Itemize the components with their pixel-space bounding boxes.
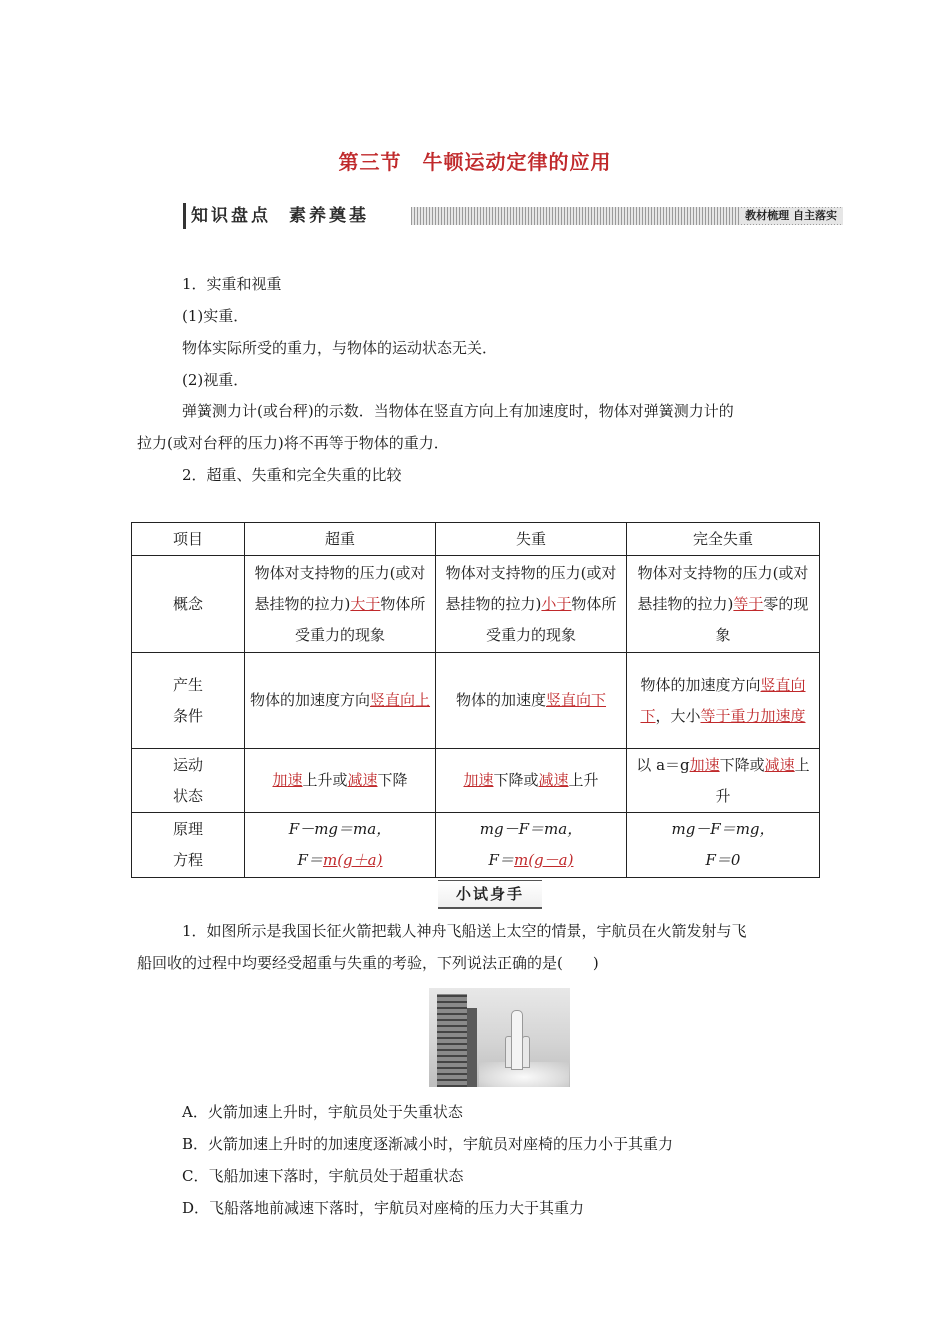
table-cell: 以 a＝g加速下降或减速上升 bbox=[627, 749, 820, 813]
row-label: 原理 方程 bbox=[132, 813, 245, 878]
banner-left-text bbox=[191, 203, 369, 229]
option-a: A．火箭加速上升时，宇航员处于失重状态 bbox=[182, 1103, 463, 1121]
launch-tower-arm bbox=[467, 1008, 477, 1087]
answer-blank: 减速 bbox=[538, 771, 569, 789]
comparison-table bbox=[131, 522, 820, 878]
table-cell: mg－F＝mg， F＝0 bbox=[627, 813, 820, 878]
table-row-concept bbox=[132, 556, 820, 653]
sub2-text-line2: 拉力(或对台秤的压力)将不再等于物体的重力． bbox=[137, 434, 449, 452]
table-cell: mg－F＝ma， F＝m(g－a) bbox=[436, 813, 627, 878]
sub1-text: 物体实际所受的重力，与物体的运动状态无关． bbox=[182, 339, 498, 357]
option-b: B．火箭加速上升时的加速度逐渐减小时，宇航员对座椅的压力小于其重力 bbox=[182, 1135, 674, 1153]
header-cell: 超重 bbox=[245, 523, 436, 556]
answer-blank: 加速 bbox=[689, 755, 720, 774]
banner-title-a: 知识盘点 bbox=[191, 206, 271, 226]
practice-banner: 小试身手 bbox=[438, 880, 542, 909]
table-cell: 物体的加速度竖直向下 bbox=[436, 653, 627, 749]
header-cell: 失重 bbox=[436, 523, 627, 556]
banner-bar bbox=[183, 203, 186, 229]
answer-blank: 减速 bbox=[764, 755, 795, 774]
page-title: 第三节 牛顿运动定律的应用 bbox=[338, 150, 612, 174]
option-d: D．飞船落地前减速下落时，宇航员对座椅的压力大于其重力 bbox=[182, 1199, 585, 1217]
table-cell: 加速下降或减速上升 bbox=[436, 749, 627, 813]
answer-blank: 竖直向下 bbox=[640, 675, 806, 725]
table-cell: 物体对支持物的压力(或对悬挂物的拉力)大于物体所受重力的现象 bbox=[245, 556, 436, 653]
table-row-condition bbox=[132, 653, 820, 749]
table-cell: 加速上升或减速下降 bbox=[245, 749, 436, 813]
header-cell: 项目 bbox=[132, 523, 245, 556]
answer-blank: 减速 bbox=[347, 771, 378, 789]
section-banner bbox=[183, 203, 845, 229]
table-cell: F－mg＝ma， F＝m(g＋a) bbox=[245, 813, 436, 878]
answer-blank: 等于 bbox=[733, 594, 764, 613]
answer-blank: 加速 bbox=[272, 771, 303, 789]
rocket-icon bbox=[511, 1010, 523, 1070]
table-cell: 物体的加速度方向竖直向下，大小等于重力加速度 bbox=[627, 653, 820, 749]
row-label: 概念 bbox=[132, 556, 245, 653]
table-cell: 物体对支持物的压力(或对悬挂物的拉力)等于零的现象 bbox=[627, 556, 820, 653]
banner-title-b: 素养奠基 bbox=[289, 206, 369, 226]
header-cell: 完全失重 bbox=[627, 523, 820, 556]
answer-blank: 竖直向上 bbox=[370, 691, 431, 709]
sub2-heading: (2)视重． bbox=[182, 371, 249, 389]
table-cell: 物体的加速度方向竖直向上 bbox=[245, 653, 436, 749]
table-row-equation bbox=[132, 813, 820, 878]
answer-blank: 小于 bbox=[541, 594, 572, 613]
answer-blank: 等于重力加速度 bbox=[700, 706, 806, 725]
table-row-motion bbox=[132, 749, 820, 813]
table-cell: 物体对支持物的压力(或对悬挂物的拉力)小于物体所受重力的现象 bbox=[436, 556, 627, 653]
section1-heading: 1．实重和视重 bbox=[182, 275, 282, 293]
answer-blank: 大于 bbox=[350, 594, 381, 613]
row-label: 产生 条件 bbox=[132, 653, 245, 749]
sub2-text-line1: 弹簧测力计(或台秤)的示数．当物体在竖直方向上有加速度时，物体对弹簧测力计的 bbox=[182, 402, 734, 420]
sub1-heading: (1)实重． bbox=[182, 307, 249, 325]
row-label: 运动 状态 bbox=[132, 749, 245, 813]
rocket-booster bbox=[522, 1036, 530, 1068]
question-1-line1: 1．如图所示是我国长征火箭把载人神舟飞船送上太空的情景，宇航员在火箭发射与飞 bbox=[182, 922, 747, 940]
section2-heading: 2．超重、失重和完全失重的比较 bbox=[182, 466, 402, 484]
question-1-line2: 船回收的过程中均要经受超重与失重的考验，下列说法正确的是( ) bbox=[137, 954, 599, 972]
answer-blank: m(g＋a) bbox=[322, 851, 383, 869]
answer-blank: m(g－a) bbox=[513, 851, 574, 869]
answer-blank: 竖直向下 bbox=[546, 691, 607, 709]
launch-tower bbox=[437, 994, 467, 1087]
rocket-launch-image bbox=[429, 988, 570, 1087]
answer-blank: 加速 bbox=[463, 771, 494, 789]
table-header-row bbox=[132, 523, 820, 556]
option-c: C．飞船加速下落时，宇航员处于超重状态 bbox=[182, 1167, 464, 1185]
banner-subtitle: 教材梳理 自主落实 bbox=[739, 208, 843, 224]
